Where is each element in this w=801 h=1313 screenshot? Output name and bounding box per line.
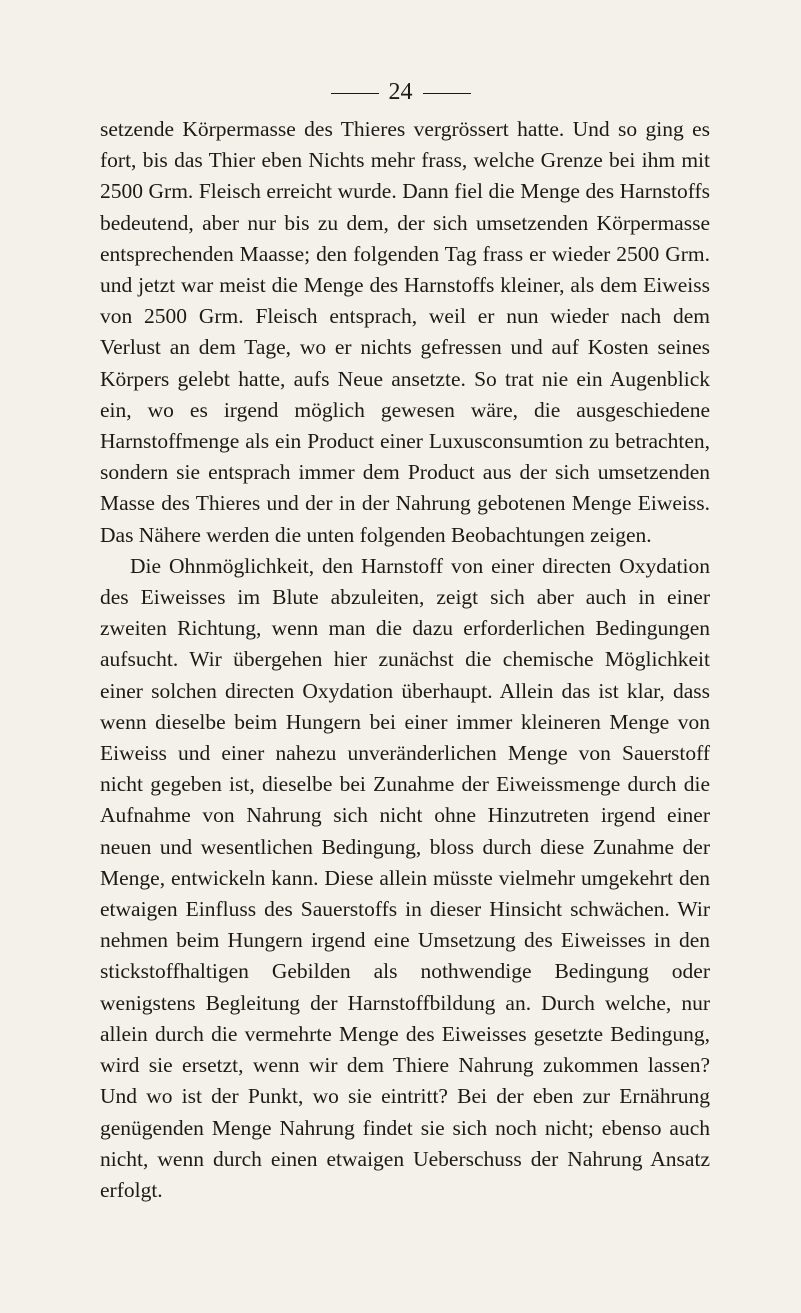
page-number-text: 24 [388, 79, 413, 105]
body-text [100, 114, 710, 1206]
paragraph-2: Die Ohnmöglichkeit, den Harnstoff von einer directen Oxydation des Eiweisses im Blute abzuleiten, zeigt sich aber auch in einer zweiten Richtung, wenn man die dazu erforderlichen Bedingungen aufsucht. Wir übergehen hier zunächst die chemische Möglichkeit einer solchen directen Oxydation überhaupt. Allein das ist klar, dass wenn dieselbe beim Hungern bei einer immer kleineren Menge von Eiweiss und einer nahezu unveränderlichen Menge von Sauerstoff nicht gegeben ist, dieselbe bei Zunahme der Eiweissmenge durch die Aufnahme von Nahrung sich nicht ohne Hinzutreten irgend einer neuen und wesentlichen Bedingung, bloss durch diese Zunahme der Menge, entwickeln kann. Diese allein müsste vielmehr umgekehrt den etwaigen Einfluss des Sauerstoffs in dieser Hinsicht schwächen. Wir nehmen beim Hungern irgend eine Umsetzung des Eiweisses in den stickstoffhaltigen Gebilden als nothwendige Bedingung oder wenigstens Begleitung der Harnstoffbildung an. Durch welche, nur allein durch die vermehrte Menge des Eiweisses gesetzte Bedingung, wird sie ersetzt, wenn wir dem Thiere Nahrung zukommen lassen? Und wo ist der Punkt, wo sie eintritt? Bei der eben zur Ernährung genügenden Menge Nahrung findet sie sich noch nicht; ebenso auch nicht, wenn durch einen etwaigen Ueberschuss der Nahrung Ansatz erfolgt. [100, 553, 710, 1202]
right-dash [423, 93, 471, 94]
paragraph-1: setzende Körpermasse des Thieres vergrössert hatte. Und so ging es fort, bis das Thier eben Nichts mehr frass, welche Grenze bei ihm mit 2500 Grm. Fleisch erreicht wurde. Dann fiel die Menge des Harnstoffs bedeutend, aber nur bis zu dem, der sich umsetzenden Körpermasse entsprechenden Maasse; den folgenden Tag frass er wieder 2500 Grm. und jetzt war meist die Menge des Harnstoffs kleiner, als dem Eiweiss von 2500 Grm. Fleisch entsprach, weil er nun wieder nach dem Verlust an dem Tage, wo er nichts gefressen und auf Kosten seines Körpers gelebt hatte, aufs Neue ansetzte. So trat nie ein Augenblick ein, wo es irgend möglich gewesen wäre, die ausgeschiedene Harnstoffmenge als ein Product einer Luxusconsumtion zu betrachten, sondern sie entsprach immer dem Product aus der sich umsetzenden Masse des Thieres und der in der Nahrung gebotenen Menge Eiweiss. Das Nähere werden die unten folgenden Beobachtungen zeigen. [100, 117, 710, 547]
page-number [0, 78, 801, 106]
left-dash [331, 93, 379, 94]
